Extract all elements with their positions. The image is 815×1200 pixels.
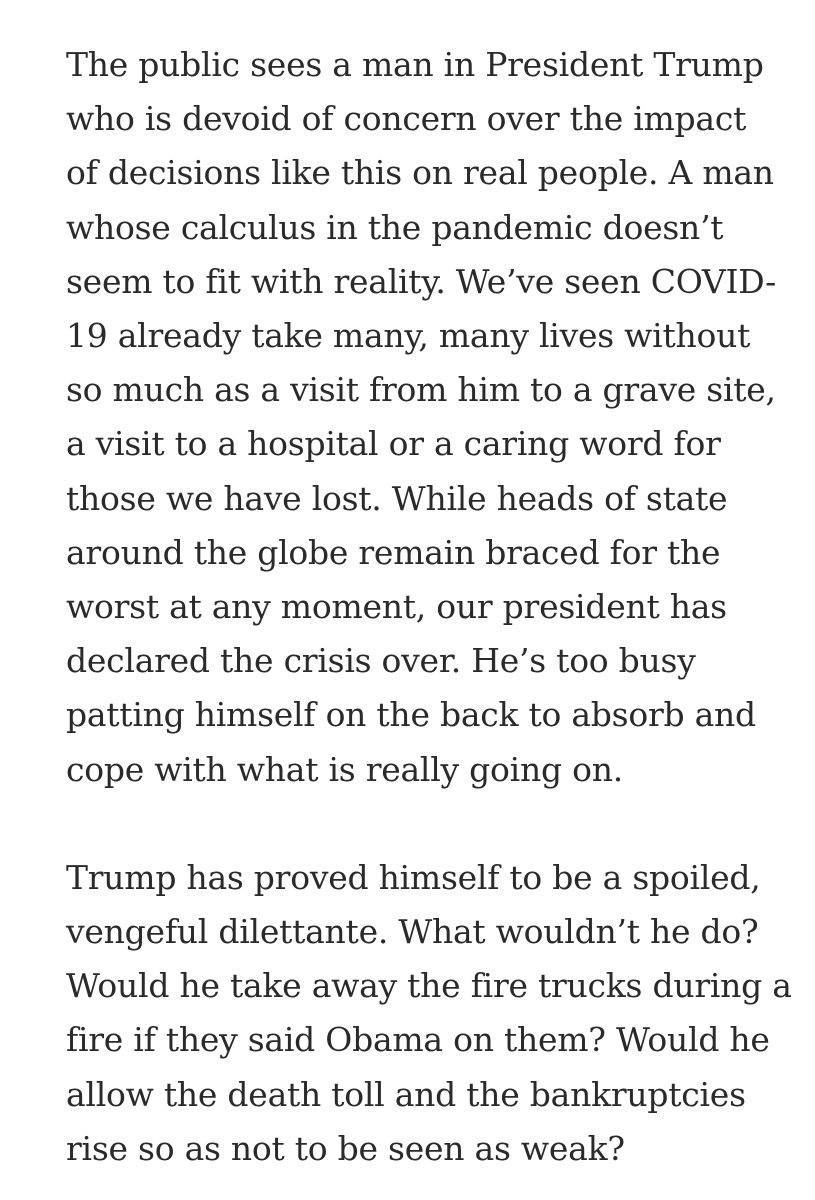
- text-line: around the globe remain braced for the: [66, 532, 721, 572]
- text-line: Trump has proved himself to be a spoiled,: [66, 857, 761, 897]
- text-line: The public sees a man in President Trump: [66, 45, 764, 84]
- text-line: allow the death toll and the bankruptcies: [66, 1074, 746, 1114]
- text-line: of decisions like this on real people. A man: [66, 153, 774, 193]
- paragraph-1: [66, 38, 806, 797]
- text-line: a visit to a hospital or a caring word for: [66, 424, 721, 464]
- paragraph-2: [66, 851, 806, 1176]
- text-line: whose calculus in the pandemic doesn’t: [66, 207, 724, 247]
- text-line: fire if they said Obama on them? Would he: [66, 1020, 770, 1060]
- text-line: Would he take away the fire trucks during a: [66, 966, 792, 1006]
- text-line: patting himself on the back to absorb and: [66, 695, 756, 735]
- text-line: 19 already take many, many lives without: [66, 316, 751, 356]
- text-line: so much as a visit from him to a grave site,: [66, 370, 776, 410]
- text-line: vengeful dilettante. What wouldn’t he do?: [66, 912, 759, 952]
- text-line: who is devoid of concern over the impact: [66, 99, 747, 139]
- text-line: rise so as not to be seen as weak?: [66, 1128, 625, 1168]
- text-line: declared the crisis over. He’s too busy: [66, 641, 696, 681]
- text-line: those we have lost. While heads of state: [66, 478, 728, 518]
- text-line: cope with what is really going on.: [66, 749, 623, 789]
- text-line: worst at any moment, our president has: [66, 587, 727, 627]
- text-line: seem to fit with reality. We’ve seen COVID-: [66, 261, 777, 301]
- article-body: [66, 38, 806, 1176]
